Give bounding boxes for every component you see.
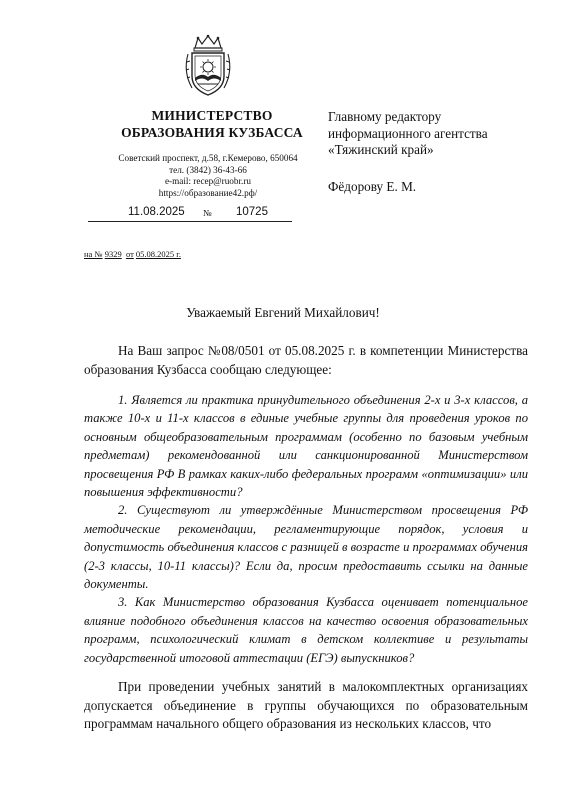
intro-paragraph (84, 342, 528, 379)
addressee-block (328, 109, 528, 195)
question-item: 1. Является ли практика принудительного объединения 2-х и 3-х классов, а также 10-х и 11-х классов в единые учебные группы для проведения уроков по основным общеобразовательным программам (особенно по базовым учебным предметам) рекомендованной или санкционированной Министерством просвещения РФ В рамках каких-либо федеральных программ «оптимизации» или повышения эффективности? (84, 393, 528, 500)
reference-from: от (125, 249, 134, 259)
outgoing-number: 10725 (236, 206, 268, 218)
ministry-name (104, 107, 320, 141)
registration-underline (88, 221, 292, 222)
reference-line (84, 249, 181, 259)
ministry-email: e-mail: recep@ruobr.ru (164, 176, 251, 187)
ministry-name-line1: МИНИСТЕРСТВО (151, 108, 273, 123)
addressee-line2: информационного агентства (328, 125, 488, 141)
ministry-phone: тел. (3842) 36-43-66 (169, 164, 247, 175)
outgoing-number-label: № (203, 208, 212, 218)
reference-date: 05.08.2025 г. (135, 249, 181, 259)
intro-text: На Ваш запрос №08/0501 от 05.08.2025 г. в компетенции Министерства образования Кузбасса сообщаю следующее: (84, 343, 528, 377)
ministry-name-line2: ОБРАЗОВАНИЯ КУЗБАССА (121, 125, 303, 140)
kuzbass-coat-of-arms-icon (178, 34, 238, 98)
outgoing-registration (88, 206, 292, 222)
ministry-website: https://образование42.рф/ (158, 187, 258, 198)
question-item: 2. Существуют ли утверждённые Министерством просвещения РФ методические рекомендации, регламентирующие порядок, условия и допустимость объединения классов с разницей в возрасте и программах обучения (2-3 классы, 10-11 классы)? Если да, просим предоставить ссылки на данные документы. (84, 503, 528, 592)
addressee-name: Фёдорову Е. М. (328, 178, 417, 194)
reference-number: 9329 (104, 249, 122, 259)
question-item: 3. Как Министерство образования Кузбасса оценивает потенциальное влияние подобного объединения классов на качество освоения образовательных программ, психологический климат в детском коллективе и результаты государственной итоговой аттестации (ЕГЭ) выпускников? (84, 595, 528, 665)
greeting: Уважаемый Евгений Михайлович! (186, 305, 380, 320)
ministry-address: Советский проспект, д.58, г.Кемерово, 650064 (118, 153, 298, 163)
questions-list (84, 391, 528, 667)
addressee-line3: «Тяжинский край» (328, 142, 434, 157)
ministry-contacts (70, 153, 346, 199)
reference-prefix: на № (84, 249, 103, 259)
addressee-line1: Главному редактору (328, 109, 442, 124)
outgoing-date: 11.08.2025 (128, 206, 185, 218)
answer-paragraph: При проведении учебных занятий в малокомплектных организациях допускается объединение в группы обучающихся по образовательным программам начального общего образования из нескольких классов, что (84, 679, 528, 731)
